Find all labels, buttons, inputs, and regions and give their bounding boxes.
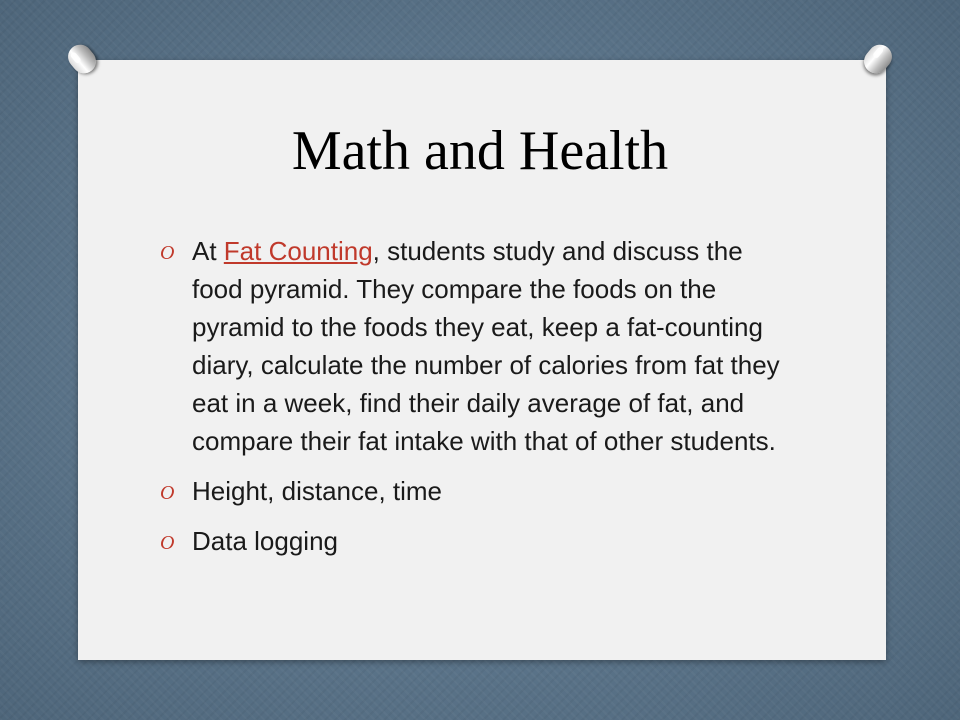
slide-title: Math and Health: [291, 120, 669, 182]
bullet-marker-icon: O: [160, 482, 175, 504]
bullet-text: Data logging: [192, 526, 338, 556]
bullet-item-fat-counting: [160, 232, 800, 460]
bullet-text-suffix: , students study and discuss the food pyramid. They compare the foods on the pyramid to the foods they eat, keep a fat-counting diary, calculate the number of calories from fat they eat in a week, find their daily average of fat, and compare their fat intake with that of other students.: [192, 236, 780, 456]
bullet-list: [160, 232, 800, 572]
bullet-text: Height, distance, time: [192, 476, 443, 506]
bullet-marker-icon: O: [160, 532, 175, 554]
bullet-marker-icon: O: [160, 242, 175, 264]
bullet-item-data-logging: [160, 522, 800, 560]
fat-counting-link[interactable]: Fat Counting: [223, 236, 373, 266]
bullet-text-prefix: At: [192, 236, 224, 266]
bullet-item-height-distance-time: [160, 472, 800, 510]
